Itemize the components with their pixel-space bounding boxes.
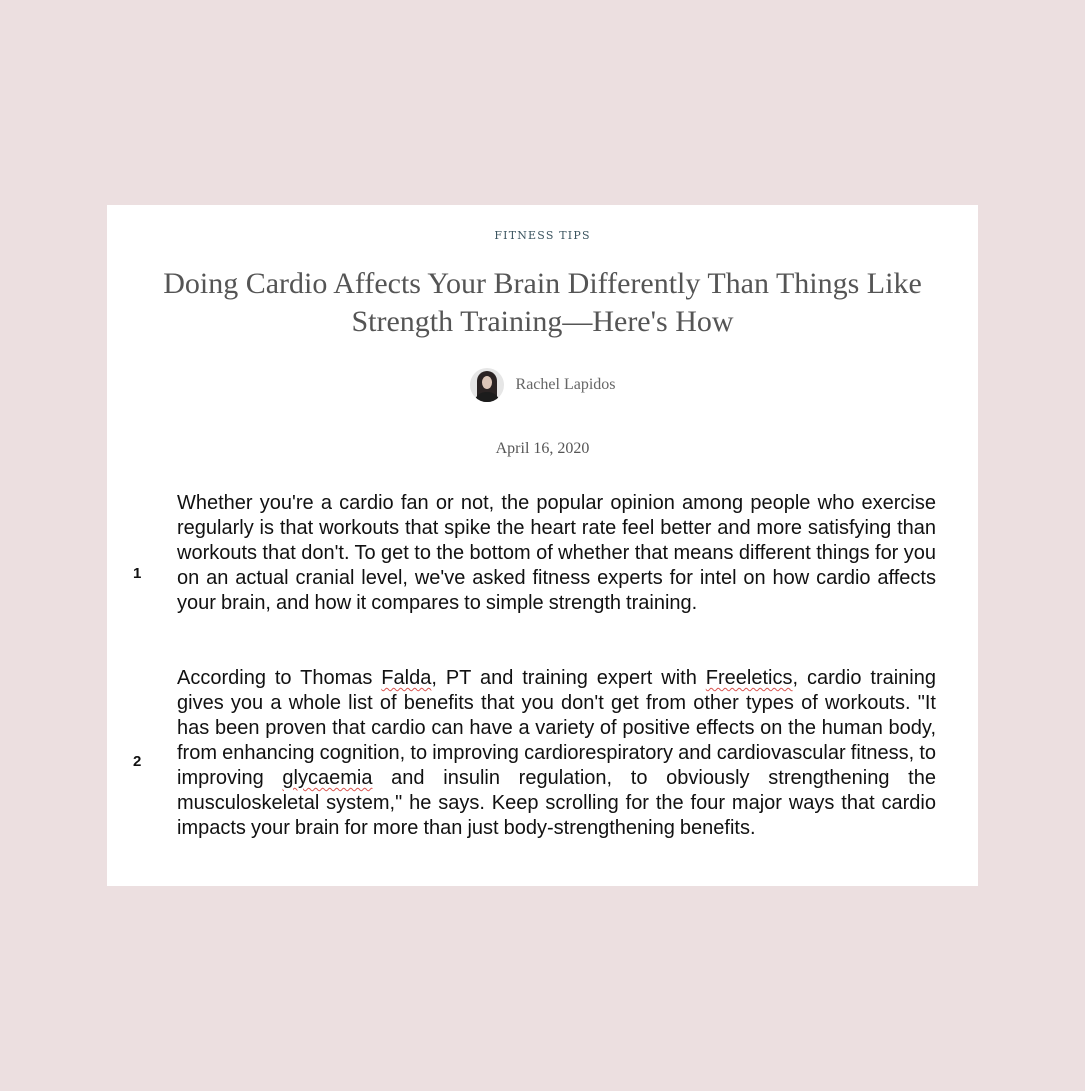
misspelled-word: Falda [381, 667, 432, 689]
article-card [107, 205, 978, 886]
paragraph-text: According to Thomas [177, 667, 382, 689]
paragraph-text: , PT and training expert with [431, 667, 706, 689]
author-name[interactable]: Rachel Lapidos [515, 376, 616, 393]
author-avatar[interactable] [470, 368, 504, 402]
paragraph-number: 1 [133, 565, 142, 582]
paragraph-text: , cardio training gives you a whole list of benefits that you don't get from other types of workouts. "It has been proven that cardio can have a variety of positive effects on the human body, from enhancing cognition, to improving cardiorespiratory and cardiovascular fitness, to improving [177, 667, 936, 789]
misspelled-word: glycaemia [282, 767, 373, 789]
paragraph-text: and insulin regulation, to obviously strengthening the musculoskeletal system," he says. Keep scrolling for the four major ways that cardio impacts your brain for more than just body-strengthening benefits. [177, 767, 936, 839]
author-byline [107, 368, 978, 402]
paragraph-body [177, 666, 936, 841]
article-title: Doing Cardio Affects Your Brain Differently Than Things Like Strength Training—Here's How [163, 267, 922, 338]
publish-date: April 16, 2020 [495, 440, 590, 457]
article-category[interactable]: FITNESS TIPS [494, 229, 591, 242]
paragraph-number: 2 [133, 753, 142, 770]
misspelled-word: Freeletics [705, 667, 793, 689]
paragraph-body: Whether you're a cardio fan or not, the popular opinion among people who exercise regularly is that workouts that spike the heart rate feel better and more satisfying than workouts that don't. To get to the bottom of whether that means different things for you on an actual cranial level, we've asked fitness experts for intel on how cardio affects your brain, and how it compares to simple strength training. [177, 492, 936, 614]
